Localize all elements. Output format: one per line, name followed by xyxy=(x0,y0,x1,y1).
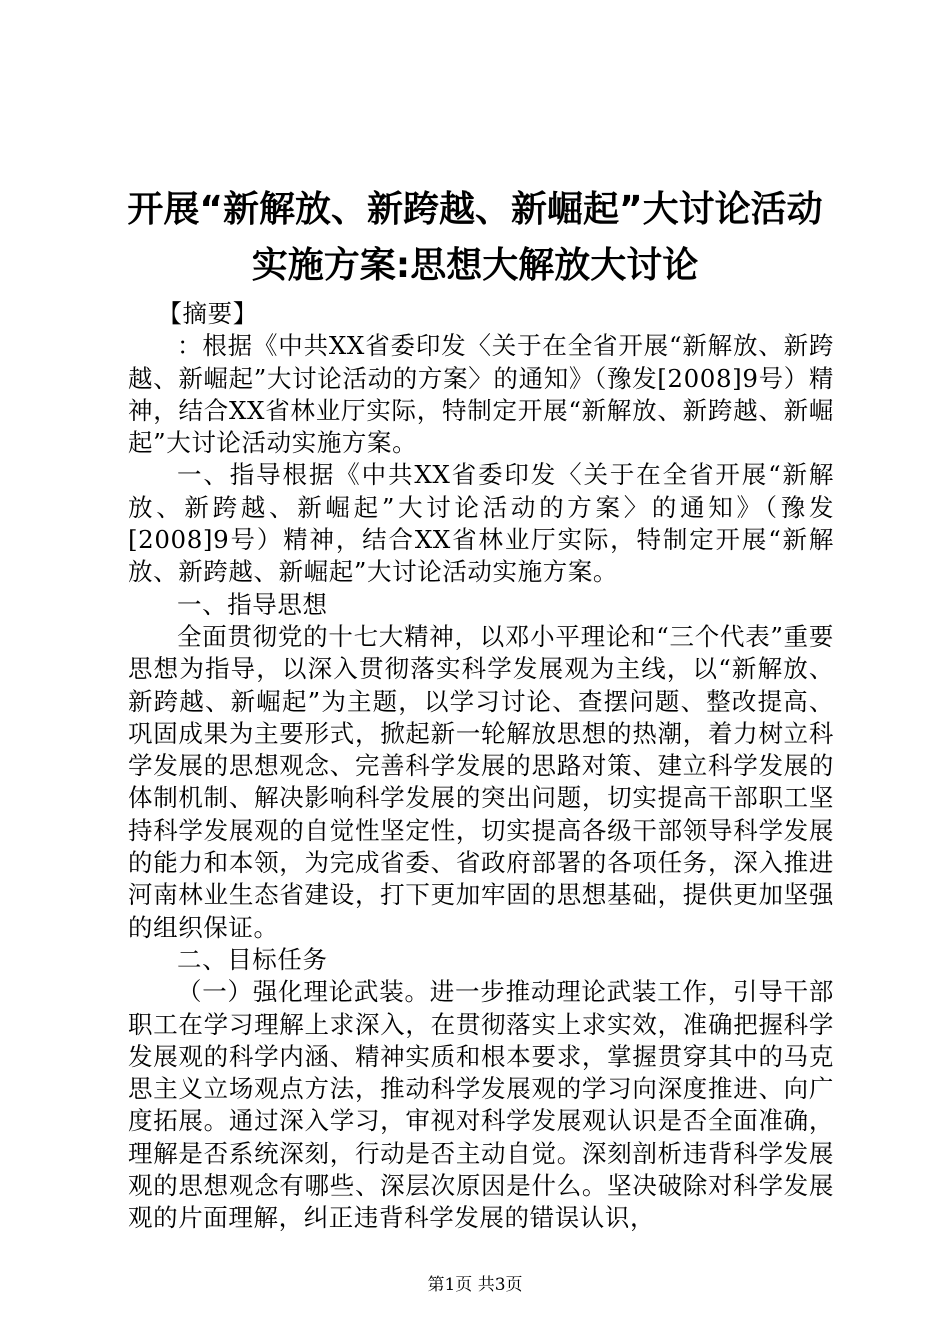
paragraph-guiding-ideology: 全面贯彻党的十七大精神，以邓小平理论和“三个代表”重要思想为指导，以深入贯彻落实科学发展观为主线，以“新解放、新跨越、新崛起”为主题，以学习讨论、查摆问题、整改提高、巩固成果为主要形式，掀起新一轮解放思想的热潮，着力树立科学发展的思想观念、完善科学发展的思路对策、建立科学发展的体制机制、解决影响科学发展的突出问题，切实提高干部职工坚持科学发展观的自觉性坚定性，切实提高各级干部领导科学发展的能力和本领，为完成省委、省政府部署的各项任务，深入推进河南林业生态省建设，打下更加牢固的思想基础，提供更加坚强的组织保证。 xyxy=(128,621,834,942)
paragraph-guidance-basis: 一、指导根据《中共XX省委印发〈关于在全省开展“新解放、新跨越、新崛起”大讨论活动的方案〉的通知》（豫发[2008]9号）精神，结合XX省林业厅实际，特制定开展“新解放、新跨越、新崛起”大讨论活动实施方案。 xyxy=(128,460,834,587)
document-body xyxy=(128,298,834,1235)
abstract-label: 【摘要】 xyxy=(157,299,258,328)
page-number-footer: 第1页 共3页 xyxy=(427,1275,523,1295)
document-title-line-2: 实施方案:思想大解放大讨论 xyxy=(251,245,699,286)
section-heading-guiding-ideology: 一、指导思想 xyxy=(177,589,328,619)
paragraph-theory-armament: （一）强化理论武装。进一步推动理论武装工作，引导干部职工在学习理解上求深入，在贯彻落实上求实效，准确把握科学发展观的科学内涵、精神实质和根本要求，掌握贯穿其中的马克思主义立场观点方法，推动科学发展观的学习向深度推进、向广度拓展。通过深入学习，审视对科学发展观认识是否全面准确，理解是否系统深刻，行动是否主动自觉。深刻剖析违背科学发展观的思想观念有哪些、深层次原因是什么。坚决破除对科学发展观的片面理解，纠正违背科学发展的错误认识， xyxy=(128,977,834,1233)
abstract-paragraph: ：根据《中共XX省委印发〈关于在全省开展“新解放、新跨越、新崛起”大讨论活动的方案〉的通知》（豫发[2008]9号）精神，结合XX省林业厅实际，特制定开展“新解放、新跨越、新崛起”大讨论活动实施方案。 xyxy=(128,331,834,458)
section-heading-goals-tasks: 二、目标任务 xyxy=(177,944,328,974)
document-title-line-1: 开展“新解放、新跨越、新崛起”大讨论活动 xyxy=(127,189,823,230)
